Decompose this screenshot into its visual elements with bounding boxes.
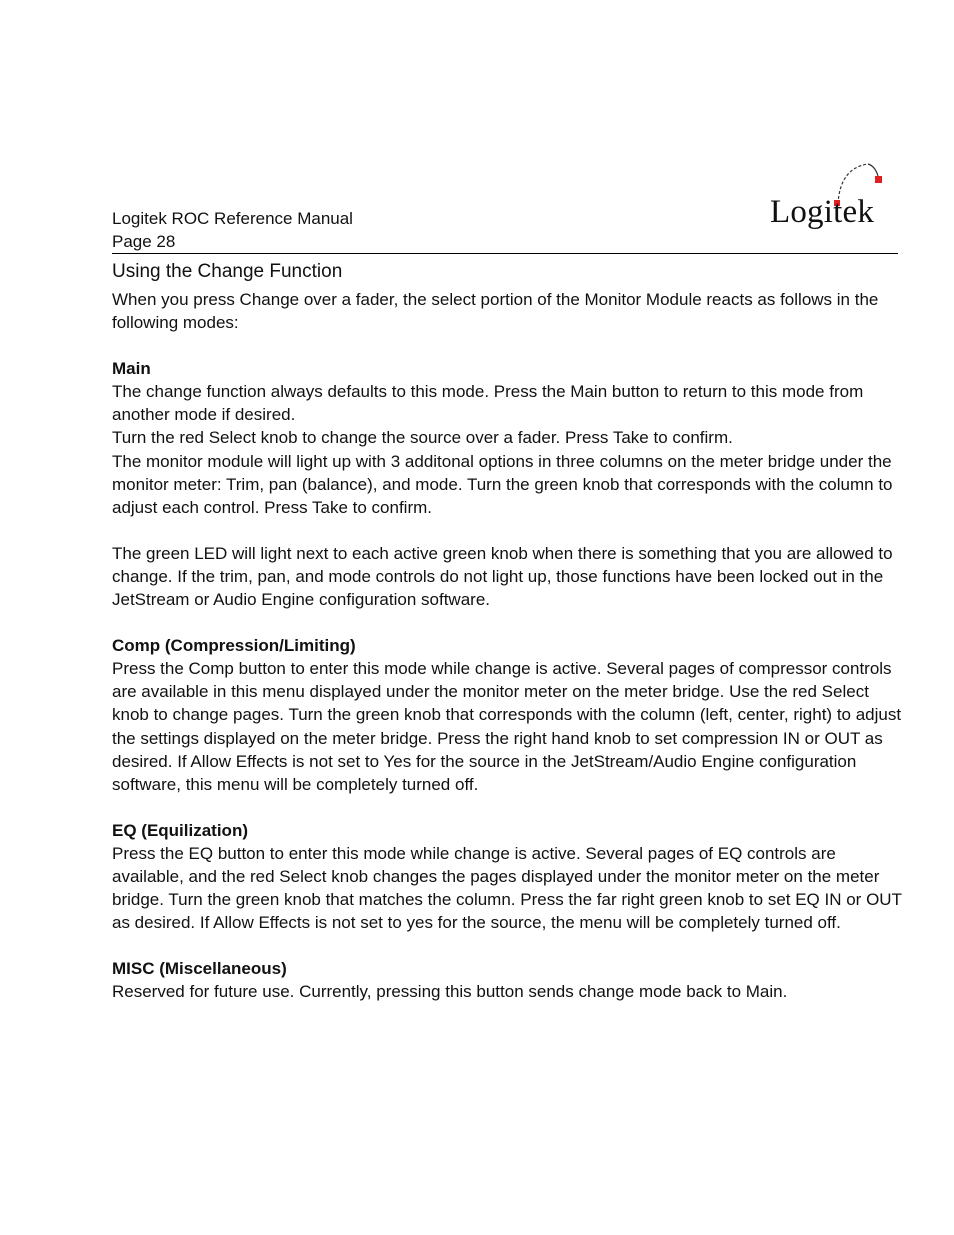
logitek-logo — [770, 160, 900, 240]
misc-heading: MISC (Miscellaneous) — [112, 959, 287, 979]
eq-heading: EQ (Equilization) — [112, 820, 248, 840]
spacer — [112, 334, 902, 357]
document-body — [112, 259, 902, 1003]
manual-title: Logitek ROC Reference Manual — [112, 209, 353, 228]
header-text — [112, 207, 353, 253]
spacer — [112, 611, 902, 634]
main-paragraph-2: Turn the red Select knob to change the source over a fader. Press Take to confirm. — [112, 428, 733, 448]
spacer — [112, 796, 902, 819]
spacer — [112, 934, 902, 957]
header-divider — [112, 253, 898, 254]
comp-heading: Comp (Compression/Limiting) — [112, 636, 356, 656]
main-paragraph-1: The change function always defaults to this mode. Press the Main button to return to this mode from another mode if desired. — [112, 382, 864, 425]
misc-paragraph: Reserved for future use. Currently, pressing this button sends change mode back to Main. — [112, 982, 788, 1002]
comp-paragraph: Press the Comp button to enter this mode while change is active. Several pages of compressor controls are available in this menu displayed under the monitor meter on the meter bridge. Use the red Select knob to change pages. Turn the green knob that corresponds with the column (left, center, right) to adjust the settings displayed on the meter bridge. Press the right hand knob to set compression IN or OUT as desired. If Allow Effects is not set to Yes for the source in the JetStream/Audio Engine configuration software, this menu will be completely turned off. — [112, 659, 902, 794]
main-paragraph-4: The green LED will light next to each active green knob when there is something that you are allowed to change. If the trim, pan, and mode controls do not light up, those functions have been locked out in the JetStream or Audio Engine configuration software. — [112, 543, 893, 610]
logo-wordmark: Logitek — [770, 194, 875, 230]
page-number: Page 28 — [112, 232, 176, 251]
spacer — [112, 519, 902, 542]
main-paragraph-3: The monitor module will light up with 3 additonal options in three columns on the meter bridge under the monitor meter: Trim, pan (balance), and mode. Turn the green knob that corresponds with the column to adjust each control. Press Take to confirm. — [112, 451, 893, 517]
intro-paragraph: When you press Change over a fader, the select portion of the Monitor Module reacts as follows in the following modes: — [112, 290, 879, 333]
eq-paragraph: Press the EQ button to enter this mode while change is active. Several pages of EQ controls are available, and the red Select knob changes the pages displayed under the monitor meter on the meter bridge. Turn the green knob that matches the column. Press the far right green knob to set EQ IN or OUT as desired. If Allow Effects is not set to yes for the source, the menu will be completely turned off. — [112, 843, 902, 933]
section-title: Using the Change Function — [112, 261, 343, 282]
main-heading: Main — [112, 359, 151, 379]
